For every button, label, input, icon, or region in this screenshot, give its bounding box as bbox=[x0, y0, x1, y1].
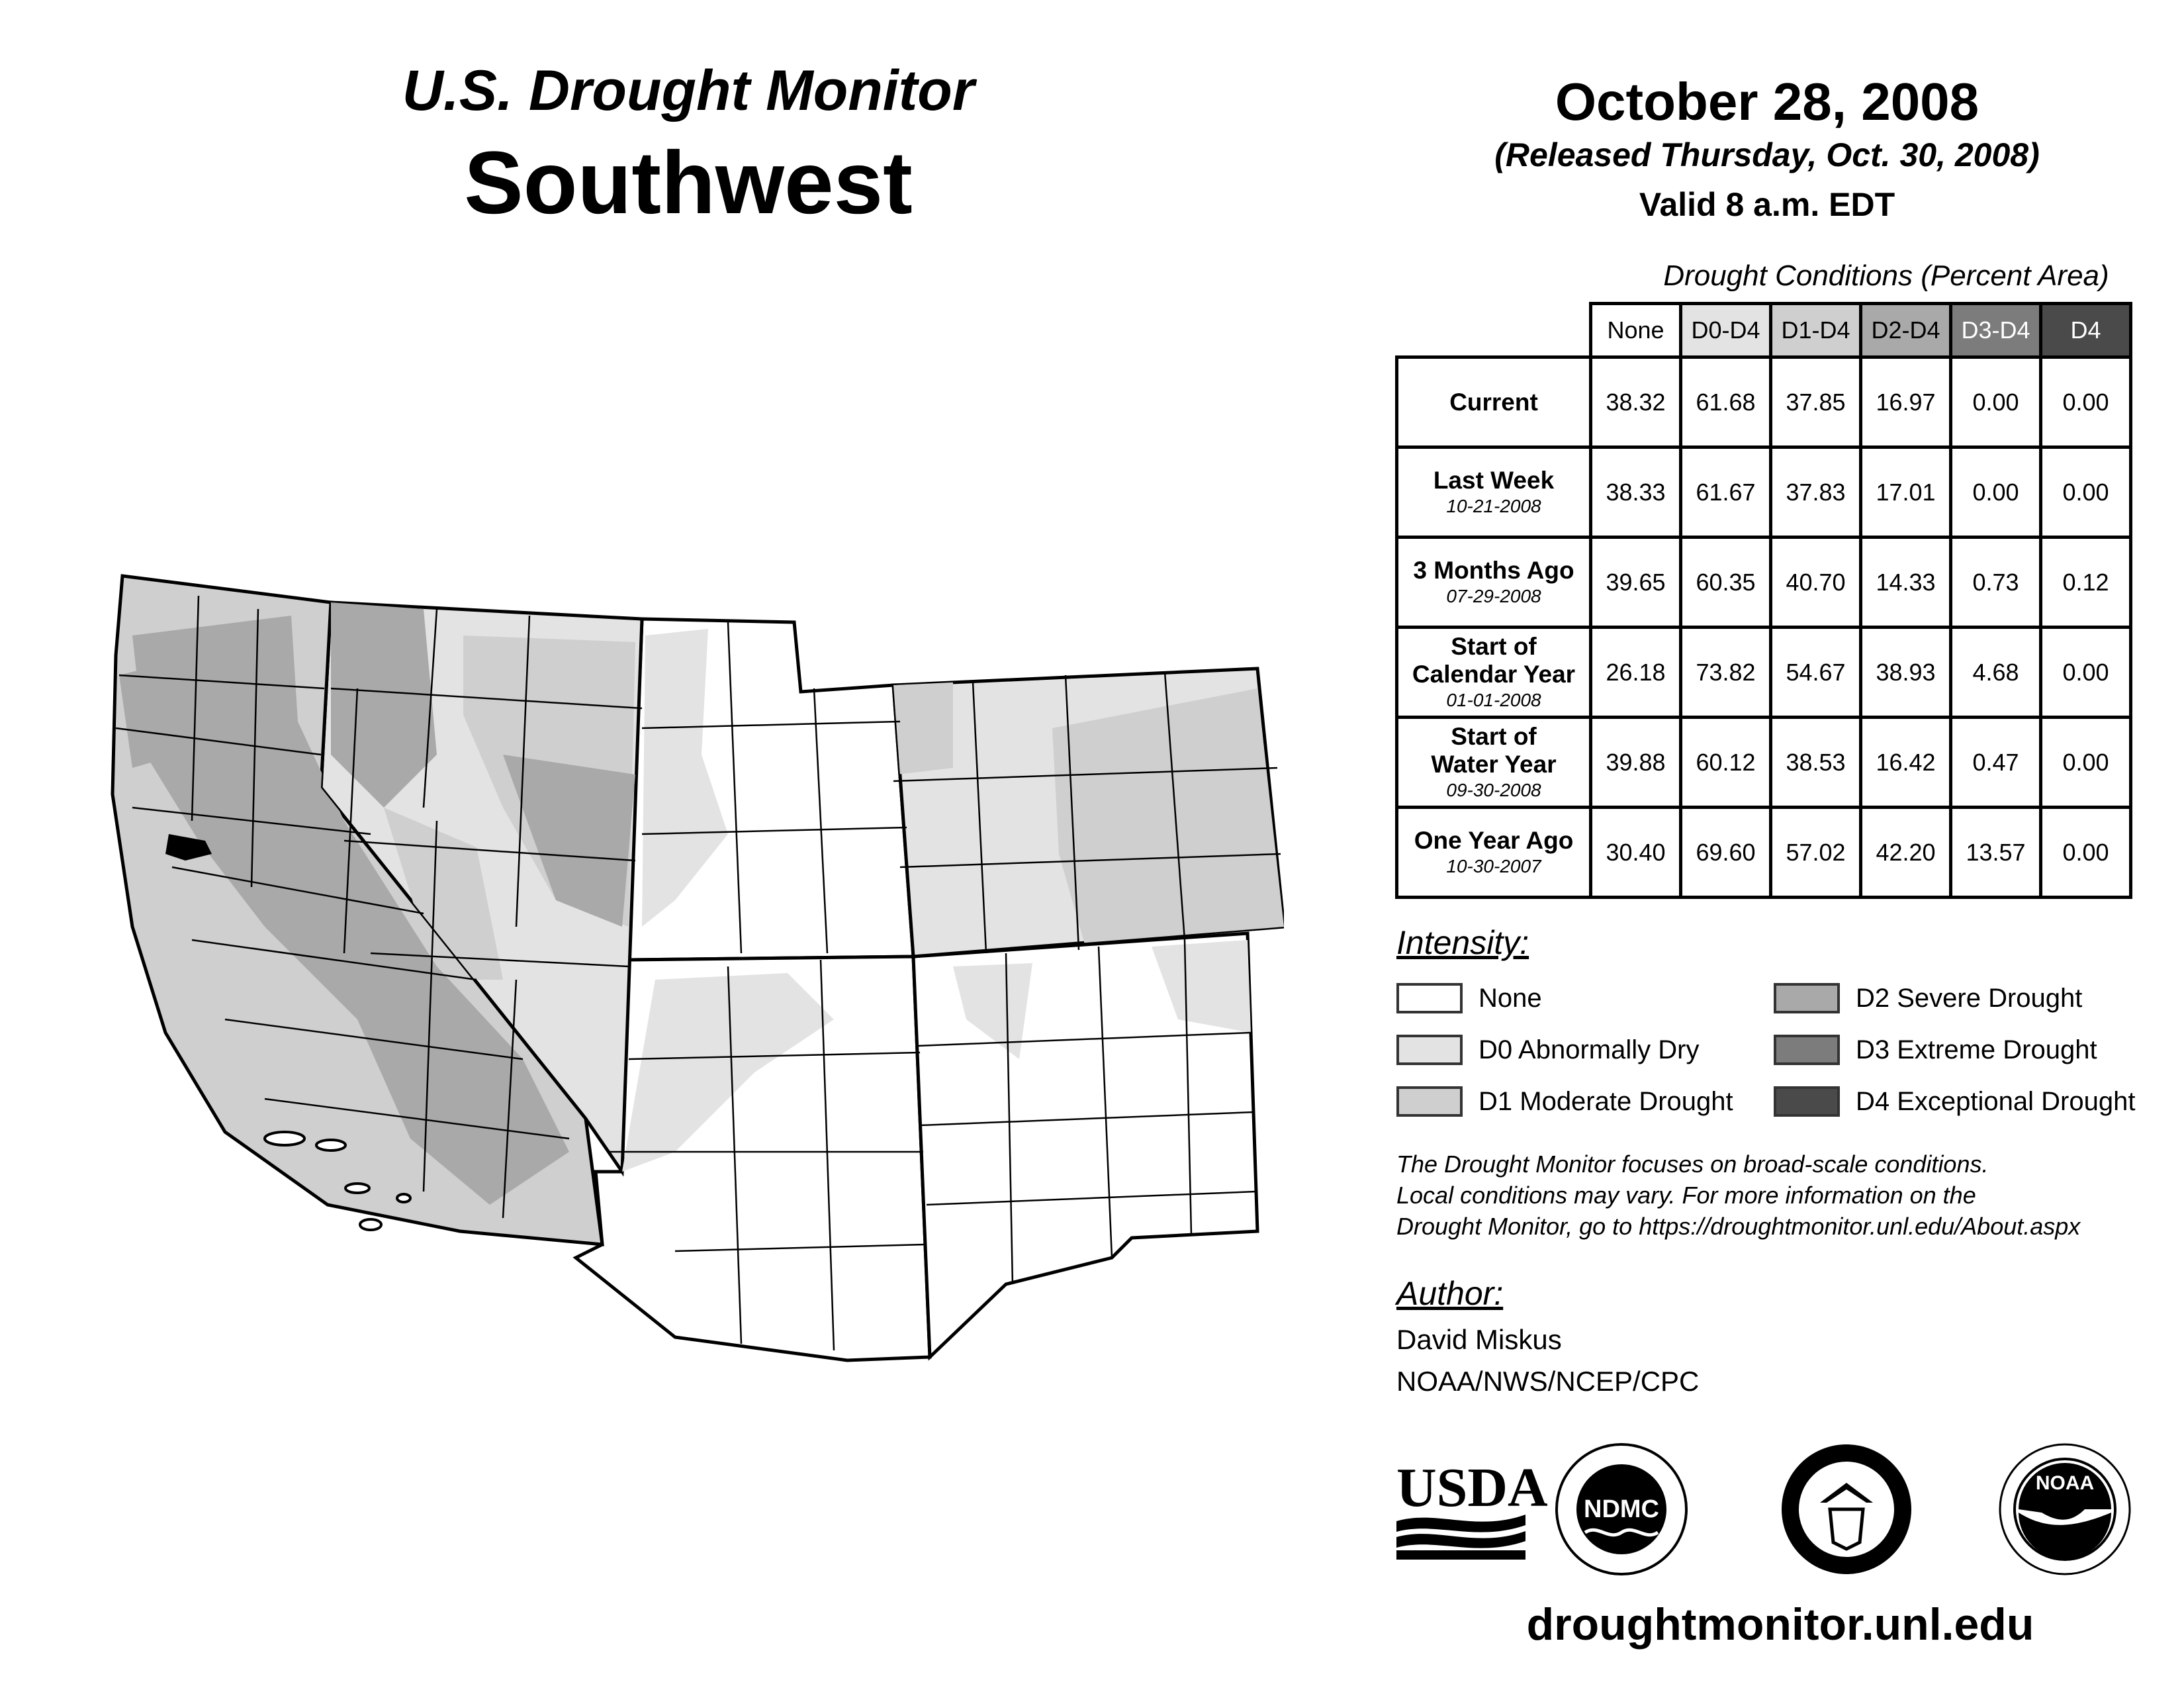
legend-swatch bbox=[1774, 983, 1840, 1013]
legend-label: None bbox=[1479, 983, 1542, 1013]
author-org: NOAA/NWS/NCEP/CPC bbox=[1396, 1366, 1700, 1397]
legend-item-d3 bbox=[1774, 1031, 2097, 1068]
table-cell: 37.83 bbox=[1771, 447, 1861, 538]
table-cell: 39.88 bbox=[1591, 718, 1681, 808]
col-header-d4: D4 bbox=[2041, 304, 2131, 357]
legend-swatch bbox=[1396, 983, 1463, 1013]
agency-logos bbox=[1396, 1443, 2138, 1582]
legend-label: D1 Moderate Drought bbox=[1479, 1086, 1733, 1116]
table-cell: 26.18 bbox=[1591, 628, 1681, 718]
row-label bbox=[1397, 447, 1591, 538]
table-cell: 16.42 bbox=[1861, 718, 1951, 808]
author-title: Author: bbox=[1396, 1275, 1504, 1312]
map-title: U.S. Drought Monitor bbox=[402, 59, 975, 122]
table-cell: 54.67 bbox=[1771, 628, 1861, 718]
disclaimer-note bbox=[1396, 1149, 2177, 1242]
table-cell: 0.12 bbox=[2041, 538, 2131, 628]
row-label-text: Start of bbox=[1451, 722, 1537, 750]
table-row bbox=[1397, 718, 2131, 808]
usda-logo bbox=[1396, 1457, 1548, 1560]
table-row bbox=[1397, 447, 2131, 538]
table-cell: 60.35 bbox=[1681, 538, 1771, 628]
legend-item-d0 bbox=[1396, 1031, 1699, 1068]
row-label-text: One Year Ago bbox=[1414, 826, 1574, 854]
release-date: (Released Thursday, Oct. 30, 2008) bbox=[1494, 136, 2040, 173]
table-cell: 38.32 bbox=[1591, 357, 1681, 447]
note-line: Local conditions may vary. For more information on the bbox=[1396, 1182, 1976, 1209]
legend-swatch bbox=[1774, 1086, 1840, 1117]
row-label bbox=[1397, 718, 1591, 808]
row-date: 07-29-2008 bbox=[1446, 585, 1541, 606]
website-url[interactable]: droughtmonitor.unl.edu bbox=[1526, 1599, 2034, 1650]
row-label-text: Current bbox=[1449, 388, 1538, 416]
ndmc-logo bbox=[1557, 1444, 1686, 1574]
drought-map bbox=[93, 556, 1284, 1364]
author-name: David Miskus bbox=[1396, 1324, 1562, 1355]
svg-text:NOAA: NOAA bbox=[2035, 1472, 2095, 1494]
col-header-d3-d4: D3-D4 bbox=[1951, 304, 2041, 357]
legend-swatch bbox=[1396, 1086, 1463, 1117]
table-cell: 73.82 bbox=[1681, 628, 1771, 718]
table-cell: 60.12 bbox=[1681, 718, 1771, 808]
table-cell: 61.67 bbox=[1681, 447, 1771, 538]
row-label-text: 3 Months Ago bbox=[1413, 556, 1574, 584]
noaa-logo bbox=[2000, 1444, 2130, 1574]
legend-item-d2 bbox=[1774, 980, 2082, 1017]
table-cell: 0.00 bbox=[2041, 808, 2131, 898]
region-title: Southwest bbox=[464, 134, 913, 232]
legend-label: D3 Extreme Drought bbox=[1856, 1035, 2097, 1064]
legend-label: D2 Severe Drought bbox=[1856, 983, 2083, 1013]
row-date: 10-30-2007 bbox=[1446, 855, 1541, 876]
table-cell: 39.65 bbox=[1591, 538, 1681, 628]
note-line: The Drought Monitor focuses on broad-scale conditions. bbox=[1396, 1150, 1989, 1178]
table-cell: 16.97 bbox=[1861, 357, 1951, 447]
table-row bbox=[1397, 628, 2131, 718]
table-cell: 40.70 bbox=[1771, 538, 1861, 628]
row-label bbox=[1397, 357, 1591, 447]
table-cell: 13.57 bbox=[1951, 808, 2041, 898]
table-cell: 0.00 bbox=[1951, 357, 2041, 447]
table-cell: 38.53 bbox=[1771, 718, 1861, 808]
col-header-d0-d4: D0-D4 bbox=[1681, 304, 1771, 357]
legend-item-d1 bbox=[1396, 1083, 1733, 1120]
table-cell: 38.33 bbox=[1591, 447, 1681, 538]
table-header-row bbox=[1397, 304, 2131, 357]
row-date: 09-30-2008 bbox=[1446, 779, 1541, 800]
row-label bbox=[1397, 538, 1591, 628]
legend-item-none bbox=[1396, 980, 1542, 1017]
table-cell: 69.60 bbox=[1681, 808, 1771, 898]
svg-text:NDMC: NDMC bbox=[1584, 1495, 1659, 1523]
row-label bbox=[1397, 808, 1591, 898]
table-cell: 0.00 bbox=[2041, 718, 2131, 808]
row-date: 10-21-2008 bbox=[1446, 495, 1541, 516]
svg-text:USDA: USDA bbox=[1396, 1457, 1548, 1519]
drought-conditions-table bbox=[1395, 302, 2132, 899]
row-label-text: Start of bbox=[1451, 632, 1537, 660]
col-header-d2-d4: D2-D4 bbox=[1861, 304, 1951, 357]
table-cell: 0.00 bbox=[2041, 447, 2131, 538]
col-header-none: None bbox=[1591, 304, 1681, 357]
row-label-text-2: Calendar Year bbox=[1412, 660, 1576, 688]
col-header-d1-d4: D1-D4 bbox=[1771, 304, 1861, 357]
table-cell: 57.02 bbox=[1771, 808, 1861, 898]
legend-title: Intensity: bbox=[1396, 924, 1529, 961]
note-line: Drought Monitor, go to https://droughtmonitor.unl.edu/About.aspx bbox=[1396, 1213, 2081, 1240]
table-cell: 0.73 bbox=[1951, 538, 2041, 628]
table-row bbox=[1397, 538, 2131, 628]
legend-label: D0 Abnormally Dry bbox=[1479, 1035, 1700, 1064]
legend-swatch bbox=[1396, 1035, 1463, 1065]
table-corner bbox=[1397, 304, 1591, 357]
table-cell: 61.68 bbox=[1681, 357, 1771, 447]
table-cell: 42.20 bbox=[1861, 808, 1951, 898]
table-cell: 38.93 bbox=[1861, 628, 1951, 718]
table-cell: 17.01 bbox=[1861, 447, 1951, 538]
table-cell: 30.40 bbox=[1591, 808, 1681, 898]
row-label bbox=[1397, 628, 1591, 718]
row-label-text: Last Week bbox=[1433, 466, 1555, 494]
table-row bbox=[1397, 357, 2131, 447]
department-of-commerce-seal bbox=[1782, 1444, 1911, 1574]
table-cell: 14.33 bbox=[1861, 538, 1951, 628]
table-cell: 0.47 bbox=[1951, 718, 2041, 808]
table-caption: Drought Conditions (Percent Area) bbox=[1663, 259, 2109, 292]
table-cell: 37.85 bbox=[1771, 357, 1861, 447]
table-cell: 0.00 bbox=[2041, 357, 2131, 447]
legend-label: D4 Exceptional Drought bbox=[1856, 1086, 2136, 1116]
row-date: 01-01-2008 bbox=[1446, 689, 1541, 710]
row-label-text-2: Water Year bbox=[1431, 750, 1557, 778]
valid-time: Valid 8 a.m. EDT bbox=[1639, 186, 1895, 223]
table-cell: 0.00 bbox=[2041, 628, 2131, 718]
legend-swatch bbox=[1774, 1035, 1840, 1065]
legend-item-d4 bbox=[1774, 1083, 2135, 1120]
map-date: October 28, 2008 bbox=[1555, 72, 1979, 131]
table-cell: 4.68 bbox=[1951, 628, 2041, 718]
table-row bbox=[1397, 808, 2131, 898]
table-cell: 0.00 bbox=[1951, 447, 2041, 538]
